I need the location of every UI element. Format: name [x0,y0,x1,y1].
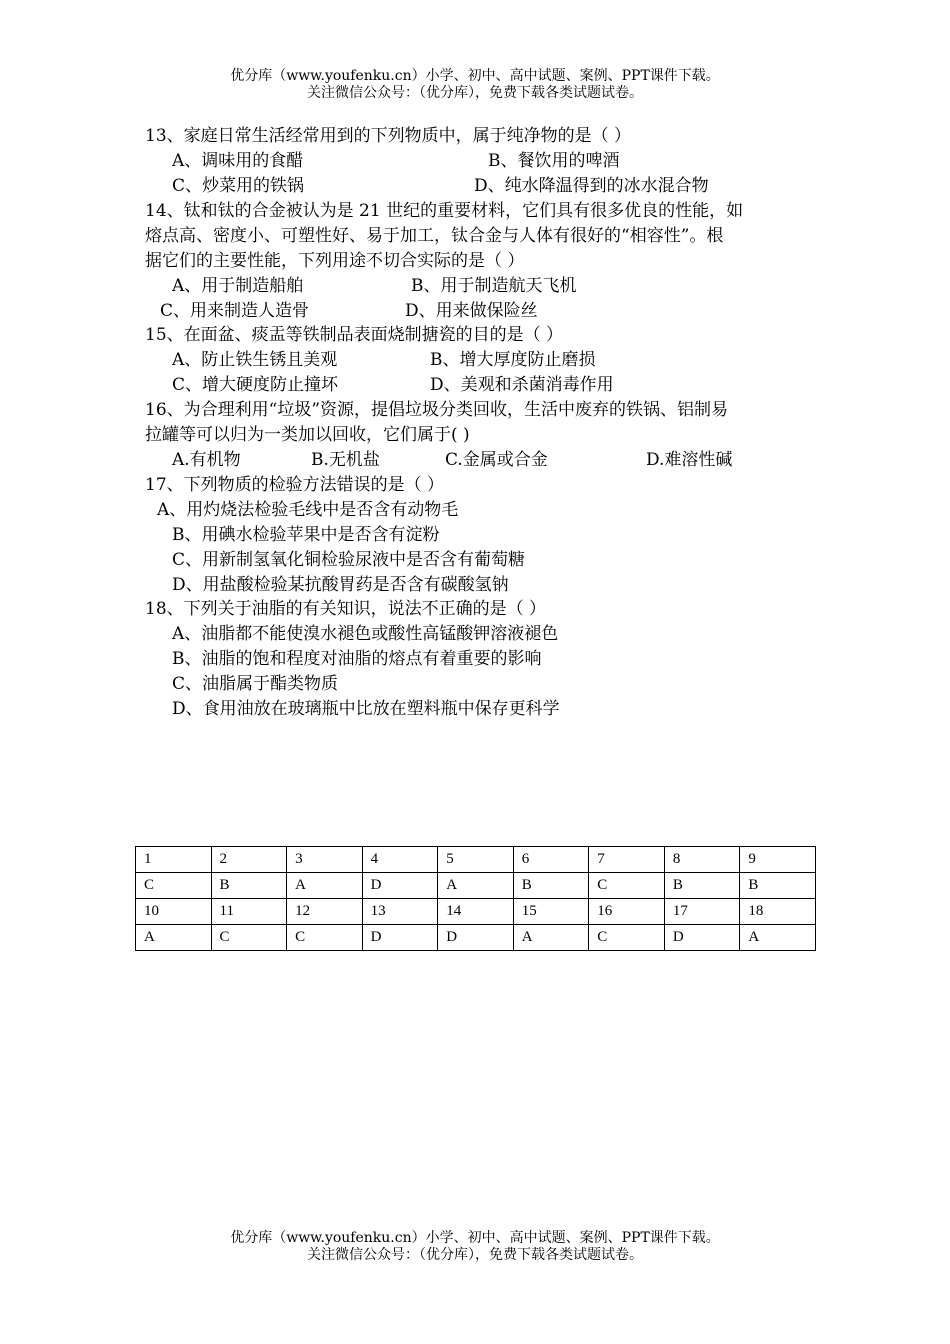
table-cell: 9 [740,847,816,873]
q17-option-a: A、用灼烧法检验毛线中是否含有动物毛 [157,500,459,520]
table-cell: C [589,873,665,899]
q16-option-a: A.有机物 [172,450,241,470]
table-cell: B [740,873,816,899]
q18-option-c: C、油脂属于酯类物质 [172,674,339,694]
q14-option-a: A、用于制造船舶 [172,276,304,296]
table-cell: 2 [211,847,287,873]
q18-option-b: B、油脂的饱和程度对油脂的熔点有着重要的影响 [172,649,542,669]
q16-option-c: C.金属或合金 [445,450,548,470]
table-cell: 6 [513,847,589,873]
table-cell: D [438,925,514,951]
q16-stem-line-2: 拉罐等可以归为一类加以回收，它们属于( ) [145,425,470,445]
q13-option-d: D、纯水降温得到的冰水混合物 [474,176,709,196]
table-cell: B [513,873,589,899]
q15-option-b: B、增大厚度防止磨损 [430,350,596,370]
q13-option-b: B、餐饮用的啤酒 [488,151,620,171]
footer-line-1: 优分库（www.youfenku.cn）小学、初中、高中试题、案例、PPT课件下载。 [230,1230,720,1246]
q14-option-d: D、用来做保险丝 [405,301,538,321]
table-cell: D [664,925,740,951]
q14-option-c: C、用来制造人造骨 [160,301,310,321]
q18-option-d: D、食用油放在玻璃瓶中比放在塑料瓶中保存更科学 [172,699,560,719]
q14-stem-line-1: 14、钛和钛的合金被认为是 21 世纪的重要材料，它们具有很多优良的性能，如 [145,201,744,221]
table-cell: B [211,873,287,899]
q14-stem-line-3: 据它们的主要性能，下列用途不切合实际的是（ ） [145,251,525,271]
table-cell: 16 [589,899,665,925]
table-cell: D [362,925,438,951]
q15-option-a: A、防止铁生锈且美观 [172,350,338,370]
table-cell: 13 [362,899,438,925]
table-cell: 8 [664,847,740,873]
table-cell: C [589,925,665,951]
q15-option-d: D、美观和杀菌消毒作用 [430,375,614,395]
table-cell: A [287,873,363,899]
q16-option-d: D.难溶性碱 [646,450,733,470]
q17-option-b: B、用碘水检验苹果中是否含有淀粉 [172,525,440,545]
table-row [136,899,816,925]
q14-option-b: B、用于制造航天飞机 [411,276,577,296]
q17-stem: 17、下列物质的检验方法错误的是（ ） [145,475,445,495]
q13-option-a: A、调味用的食醋 [172,151,304,171]
q17-option-d: D、用盐酸检验某抗酸胃药是否含有碳酸氢钠 [172,575,509,595]
page-header [0,68,950,102]
table-cell: A [513,925,589,951]
header-line-1: 优分库（www.youfenku.cn）小学、初中、高中试题、案例、PPT课件下载。 [230,68,720,84]
q15-option-c: C、增大硬度防止撞坏 [172,375,339,395]
table-cell: A [740,925,816,951]
footer-line-2: 关注微信公众号：（优分库），免费下载各类试题试卷。 [307,1247,643,1263]
table-cell: 10 [136,899,212,925]
table-cell: 11 [211,899,287,925]
table-row [136,847,816,873]
q16-stem-line-1: 16、为合理利用“垃圾”资源，提倡垃圾分类回收，生活中废弃的铁锅、铝制易 [145,400,729,420]
table-cell: C [287,925,363,951]
table-cell: 7 [589,847,665,873]
header-line-2: 关注微信公众号：（优分库），免费下载各类试题试卷。 [307,85,643,101]
page-footer [0,1230,950,1264]
table-cell: 1 [136,847,212,873]
table-cell: A [136,925,212,951]
table-cell: 15 [513,899,589,925]
q18-option-a: A、油脂都不能使溴水褪色或酸性高锰酸钾溶液褪色 [172,624,559,644]
table-cell: 4 [362,847,438,873]
table-cell: 18 [740,899,816,925]
table-cell: D [362,873,438,899]
table-cell: C [136,873,212,899]
table-cell: 3 [287,847,363,873]
table-row [136,925,816,951]
table-cell: A [438,873,514,899]
table-cell: B [664,873,740,899]
q17-option-c: C、用新制氢氧化铜检验尿液中是否含有葡萄糖 [172,550,526,570]
q18-stem: 18、下列关于油脂的有关知识，说法不正确的是（ ） [145,599,547,619]
table-cell: 12 [287,899,363,925]
q13-stem: 13、家庭日常生活经常用到的下列物质中，属于纯净物的是（ ） [145,126,632,146]
answer-key-table [135,846,816,951]
table-row [136,873,816,899]
table-cell: 17 [664,899,740,925]
table-cell: 14 [438,899,514,925]
table-cell: C [211,925,287,951]
q13-option-c: C、炒菜用的铁锅 [172,176,305,196]
q14-stem-line-2: 熔点高、密度小、可塑性好、易于加工，钛合金与人体有很好的“相容性”。根 [145,226,724,246]
table-cell: 5 [438,847,514,873]
q16-option-b: B.无机盐 [311,450,380,470]
q15-stem: 15、在面盆、痰盂等铁制品表面烧制搪瓷的目的是（ ） [145,325,564,345]
